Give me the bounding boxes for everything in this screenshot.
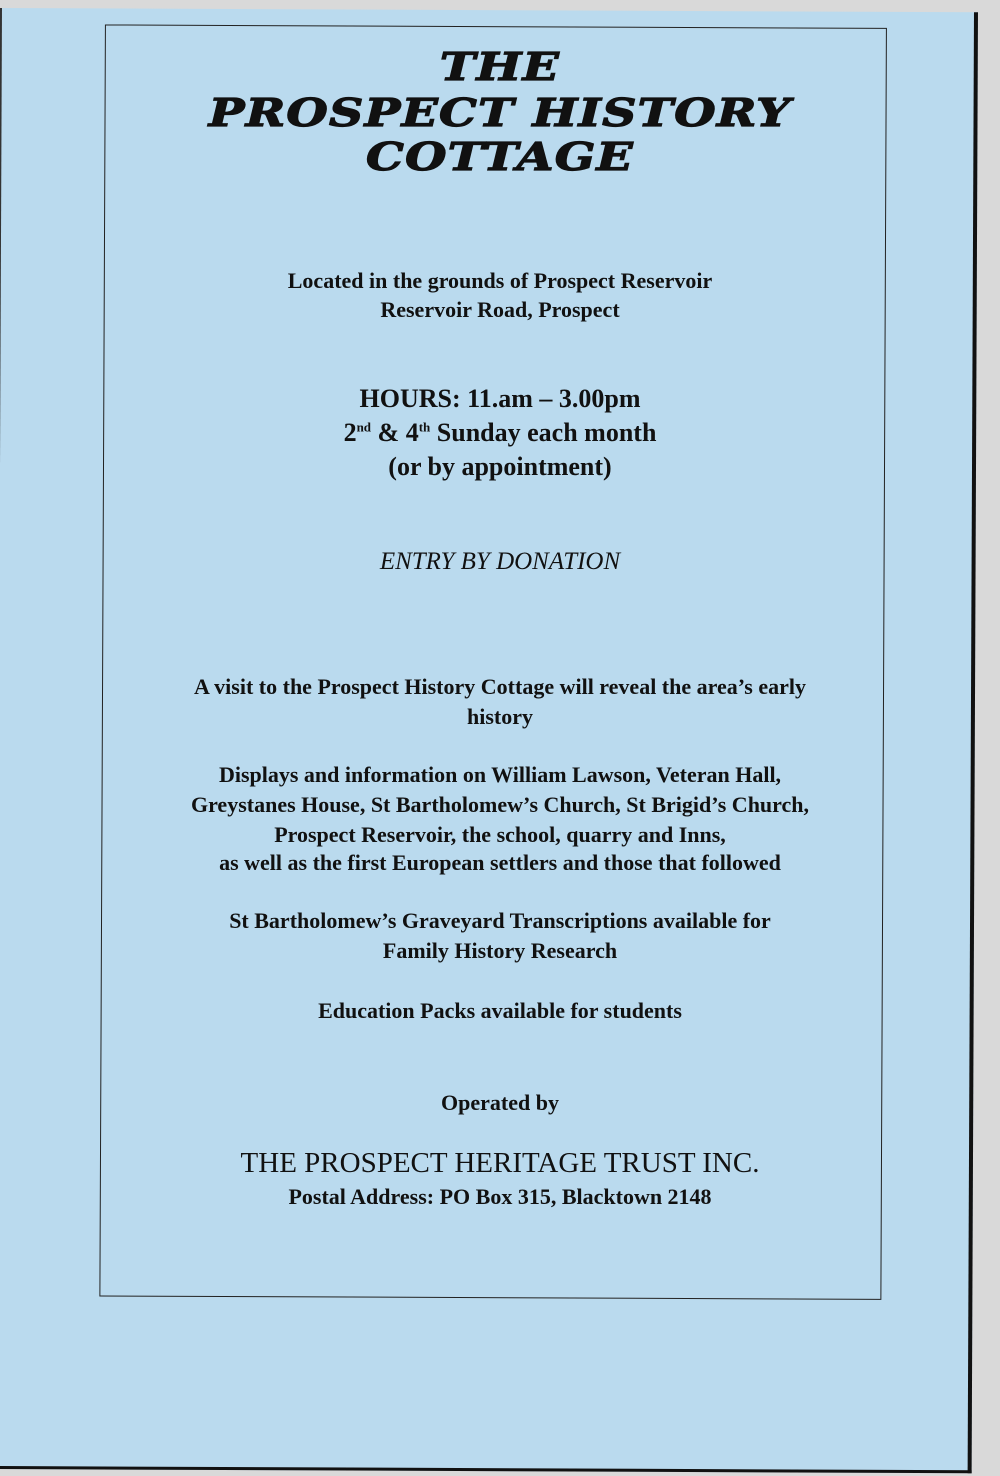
days-rest: Sunday each month [430,418,657,447]
trust-name: THE PROSPECT HERITAGE TRUST INC. [240,1147,760,1179]
graveyard-line-1: St Bartholomew’s Graveyard Transcriptions available for [229,908,771,933]
operated-by: Operated by [441,1090,559,1115]
title-line-2: PROSPECT HISTORY [208,90,792,135]
ampersand: & [371,418,406,447]
graveyard-line-2: Family History Research [382,938,618,963]
appointment-line: (or by appointment) [388,452,612,481]
day-1: 2 [343,418,357,447]
day-2-suffix: th [418,419,431,435]
day-1-suffix: nd [356,419,372,435]
education-line: Education Packs available for students [318,998,682,1023]
location-line-2: Reservoir Road, Prospect [380,297,620,322]
title-line-1: THE [439,44,561,89]
displays-line-3: Prospect Reservoir, the school, quarry and Inns, [274,822,726,847]
hours-line: HOURS: 11.am – 3.00pm [359,384,641,413]
displays-line-2: Greystanes House, St Bartholomew’s Church, St Brigid’s Church, [190,792,810,817]
postal-address: Postal Address: PO Box 315, Blacktown 2148 [288,1184,712,1209]
flyer-paper [0,8,978,1473]
displays-line-1: Displays and information on William Lawson, Veteran Hall, [218,762,782,787]
visit-line-2: history [467,704,533,729]
entry-by-donation: ENTRY BY DONATION [379,548,621,575]
days-line [0,418,1000,448]
title-line-3: COTTAGE [366,134,634,179]
displays-line-4: as well as the first European settlers and those that followed [219,850,781,875]
day-2: 4 [405,418,419,447]
location-line-1: Located in the grounds of Prospect Reservoir [287,268,713,293]
visit-line-1: A visit to the Prospect History Cottage will reveal the area’s early [194,674,806,699]
